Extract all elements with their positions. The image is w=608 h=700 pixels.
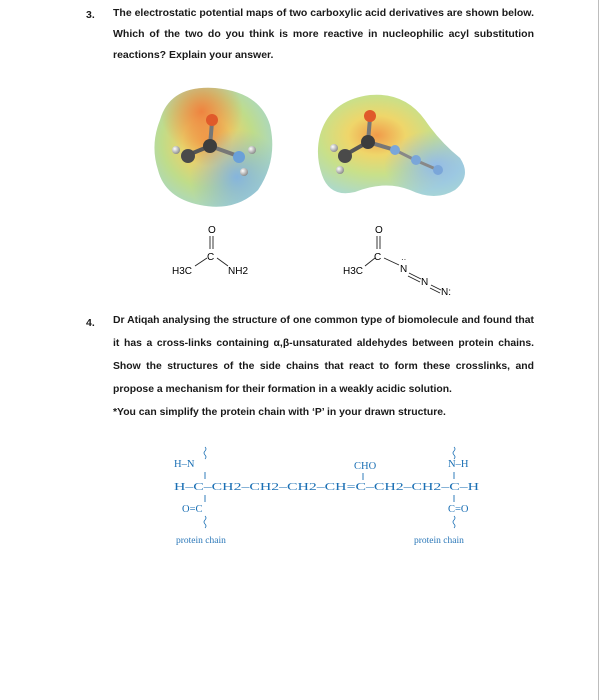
- azide-carbon: C: [374, 252, 382, 263]
- svg-text:··: ··: [401, 255, 407, 264]
- amide-methyl: H3C: [172, 266, 193, 277]
- main-chain: H–C–CH2–CH2–CH2–CH=C–CH2–CH2–C–H: [174, 482, 480, 493]
- question-3-body: The electrostatic potential maps of two carboxylic acid derivatives are shown below. Which of the two do you think is more reactive in nucleophilic acyl substitution reactions? Explain your answer.: [113, 7, 534, 61]
- amide-oxygen: O: [208, 225, 216, 236]
- azide-oxygen: O: [375, 225, 383, 236]
- azide-n2: N: [421, 277, 429, 288]
- azide-n1: N: [400, 264, 408, 275]
- right-protein-caption: protein chain: [414, 536, 464, 546]
- amide-carbon: C: [207, 252, 215, 263]
- acyl-azide-structure: [343, 222, 473, 297]
- page-edge-divider: [598, 0, 599, 700]
- amide-nh2: NH2: [228, 266, 249, 277]
- left-protein-caption: protein chain: [176, 536, 226, 546]
- right-carbonyl: C=O: [448, 504, 469, 515]
- crosslink-structure: [168, 445, 488, 555]
- electrostatic-potential-maps: [140, 80, 470, 215]
- question-3-text: [113, 3, 534, 66]
- acyl-azide-potential-map: [318, 95, 465, 196]
- question-3-number: 3.: [86, 9, 95, 21]
- right-nh-group: N–H: [448, 459, 469, 470]
- question-4-note: *You can simplify the protein chain with ‘P’ in your drawn structure.: [113, 407, 446, 418]
- amide-structure: [168, 222, 278, 282]
- azide-n3: N:: [441, 287, 451, 297]
- azide-methyl: H3C: [343, 266, 364, 277]
- amide-potential-map: [154, 88, 272, 207]
- question-4-number: 4.: [86, 317, 95, 329]
- cho-group: CHO: [354, 461, 377, 472]
- question-4-body: Dr Atiqah analysing the structure of one common type of biomolecule and found that it has a cross-links containing α,β-unsaturated aldehydes between protein chains. Show the structures of the side chains that react to form these crosslinks, and propose a mechanism for their formation in a weakly acidic solution.: [113, 315, 534, 395]
- left-carbonyl: O=C: [182, 504, 203, 515]
- left-nh-group: H–N: [174, 459, 195, 470]
- question-4-text: [113, 309, 534, 424]
